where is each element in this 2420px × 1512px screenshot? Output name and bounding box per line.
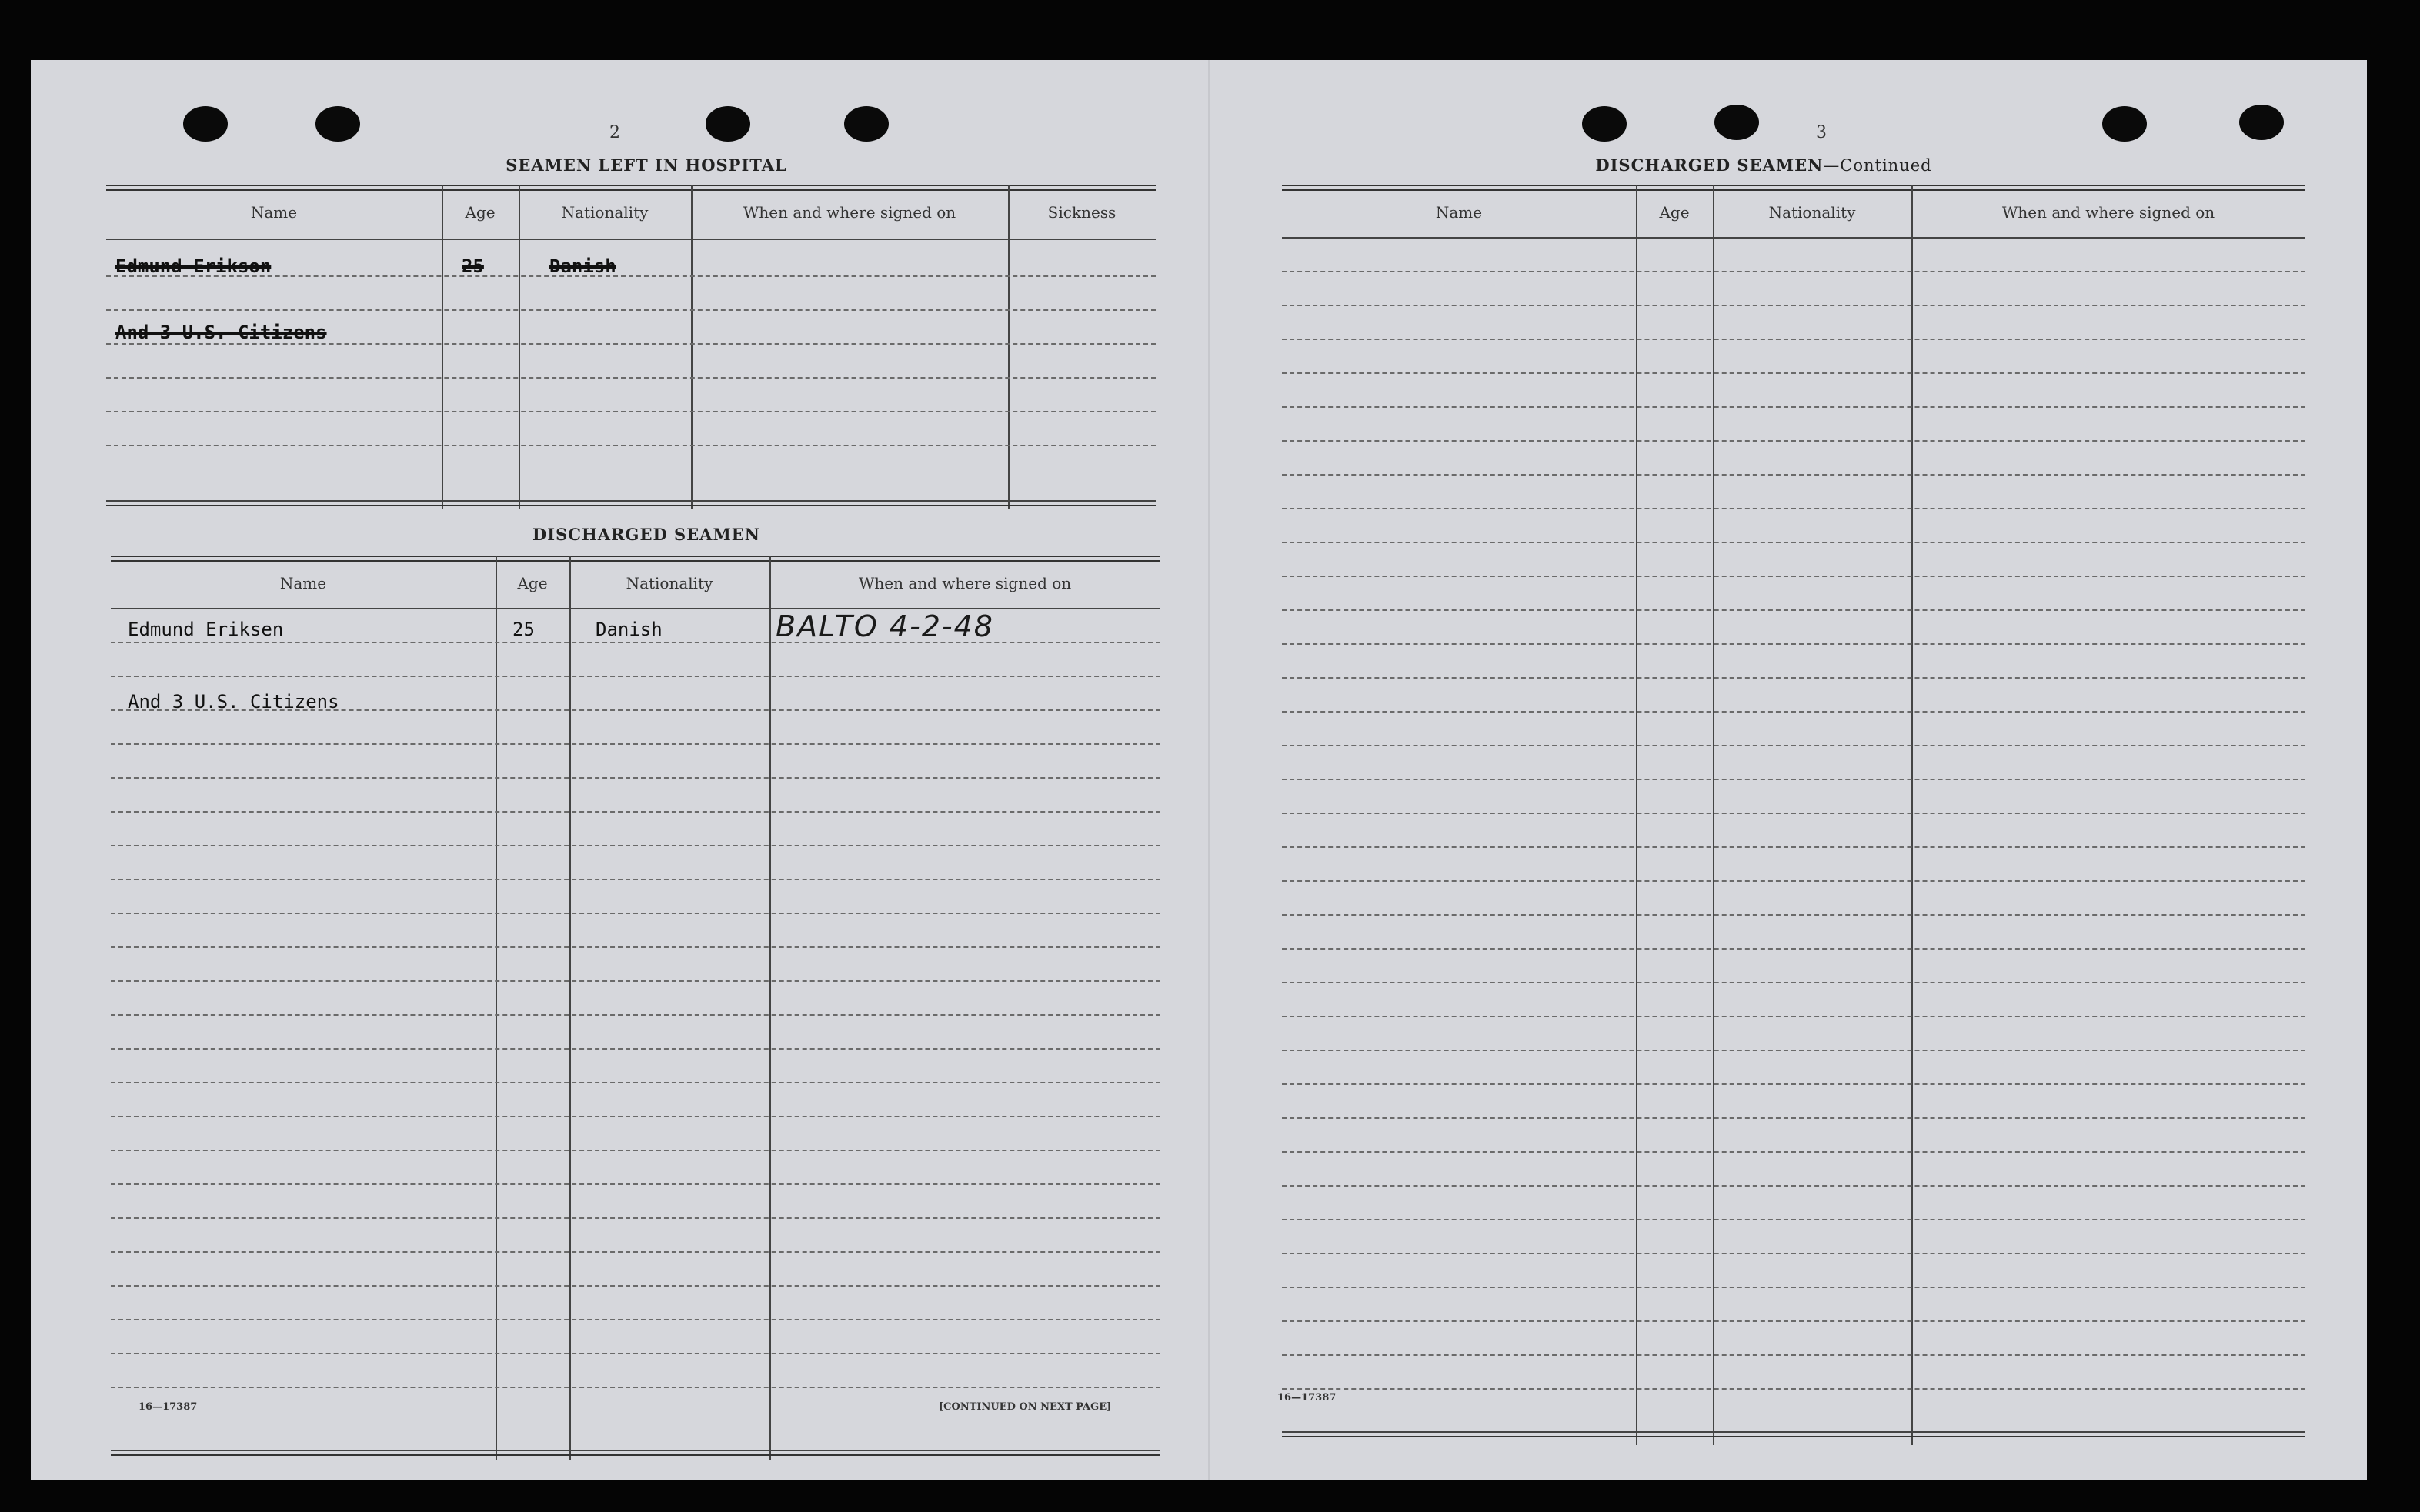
col-nationality: Nationality <box>626 574 713 592</box>
punch-hole <box>315 106 360 142</box>
punch-hole <box>1714 105 1759 140</box>
citizens-note: And 3 U.S. Citizens <box>128 691 339 713</box>
discharged-title: DISCHARGED SEAMEN <box>532 525 760 544</box>
punch-hole <box>1582 106 1627 142</box>
hospital-table <box>106 185 1156 509</box>
struck-name: Edmund Erikson <box>115 255 272 277</box>
discharged-continued-title <box>1533 155 1994 175</box>
struck-citizens: And 3 U.S. Citizens <box>115 322 327 343</box>
punch-hole <box>2239 105 2284 140</box>
right-page <box>1208 60 2368 1480</box>
struck-nationality: Danish <box>549 255 616 277</box>
page-number: 2 <box>609 123 620 142</box>
col-age: Age <box>517 574 548 592</box>
form-number: 16—17387 <box>1277 1392 1337 1404</box>
col-age: Age <box>1659 203 1690 222</box>
document-sheet <box>31 60 2367 1480</box>
left-page <box>31 60 1208 1480</box>
punch-hole <box>183 106 228 142</box>
seaman-nationality: Danish <box>596 619 663 640</box>
col-nationality: Nationality <box>561 203 649 222</box>
continued-note: [CONTINUED ON NEXT PAGE] <box>939 1401 1112 1413</box>
col-sickness: Sickness <box>1047 203 1117 222</box>
discharged-continued-table <box>1282 185 2305 1445</box>
col-signed-on: When and where signed on <box>2001 203 2215 222</box>
col-name: Name <box>250 203 298 222</box>
col-signed-on: When and where signed on <box>858 574 1072 592</box>
col-name: Name <box>1435 203 1483 222</box>
col-age: Age <box>465 203 496 222</box>
handwritten-signed-on: BALTO 4-2-48 <box>776 609 994 643</box>
form-number: 16—17387 <box>139 1401 198 1413</box>
discharged-table <box>111 556 1160 1460</box>
punch-hole <box>2102 106 2147 142</box>
punch-hole <box>844 106 889 142</box>
title-suffix: —Continued <box>1823 156 1932 175</box>
struck-age: 25 <box>462 255 484 277</box>
hospital-title: SEAMEN LEFT IN HOSPITAL <box>506 155 787 175</box>
col-name: Name <box>279 574 327 592</box>
page-number: 3 <box>1816 123 1827 142</box>
col-signed-on: When and where signed on <box>743 203 956 222</box>
punch-hole <box>706 106 750 142</box>
seaman-name: Edmund Eriksen <box>128 619 284 640</box>
seaman-age: 25 <box>512 619 535 640</box>
title-main: DISCHARGED SEAMEN <box>1595 155 1824 175</box>
col-nationality: Nationality <box>1768 203 1856 222</box>
